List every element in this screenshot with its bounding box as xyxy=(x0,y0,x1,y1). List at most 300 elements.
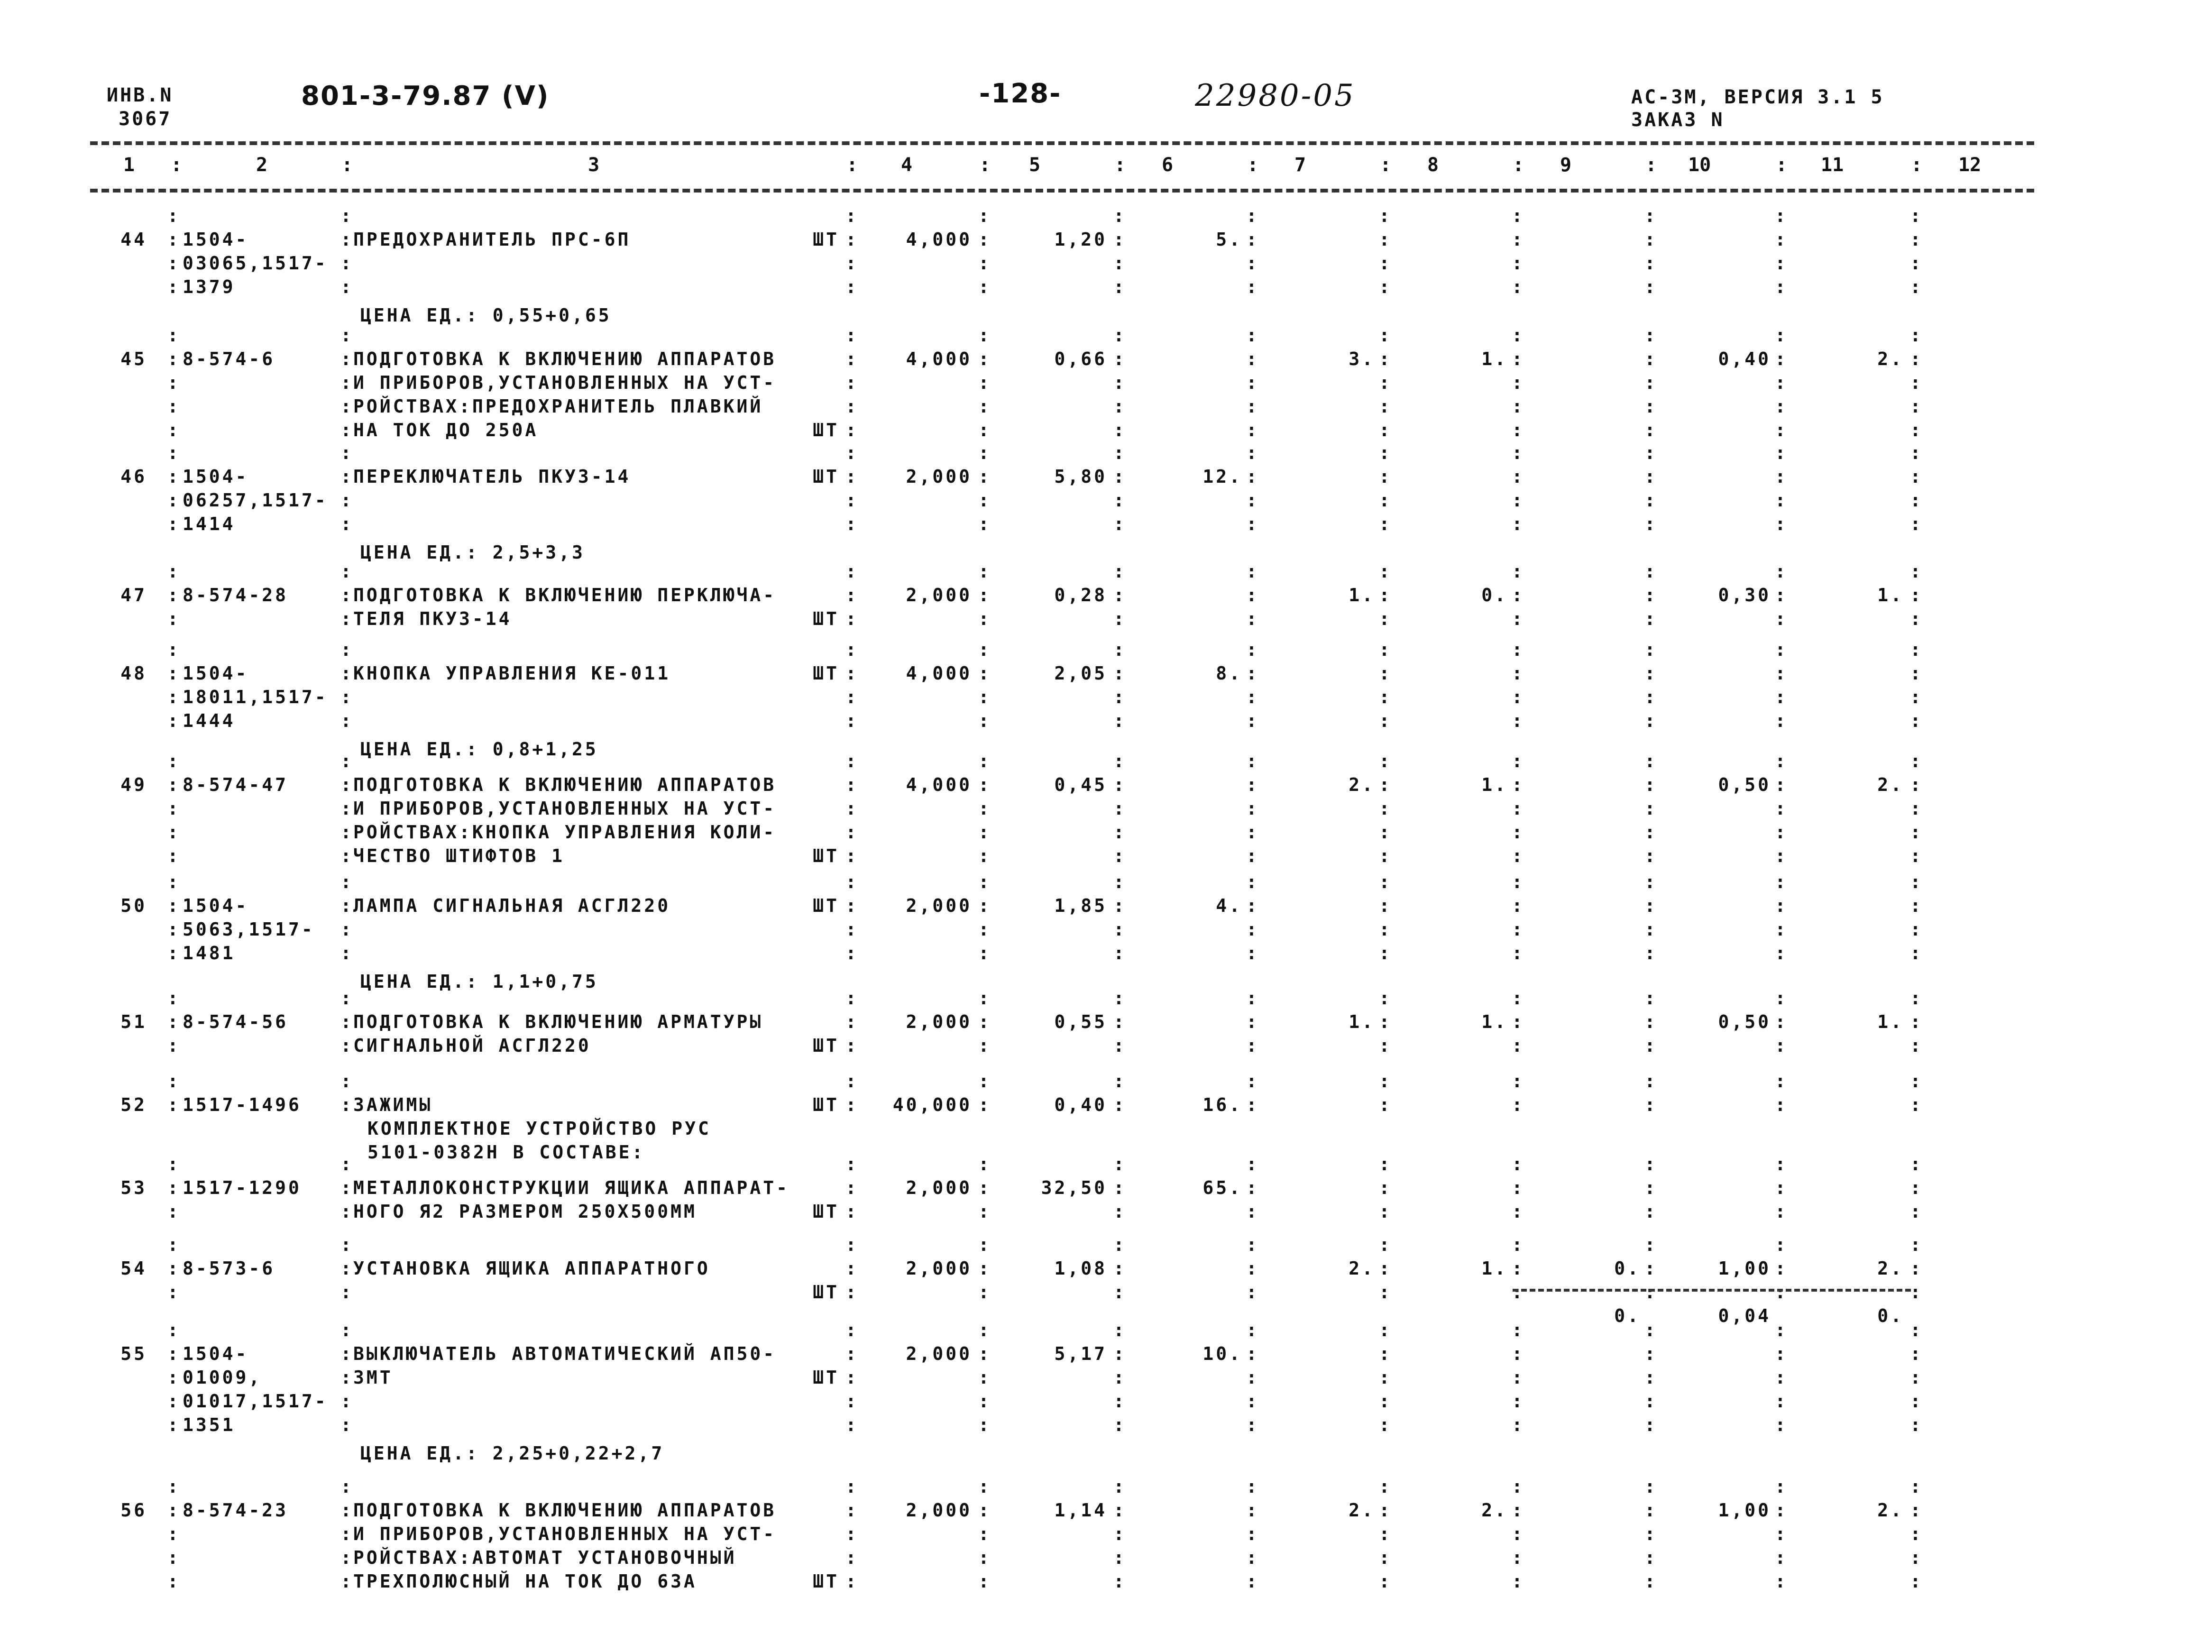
column-separator-mark: : xyxy=(978,1524,991,1544)
column-separator-mark: : xyxy=(1644,663,1658,684)
column-separator-mark: : xyxy=(1246,1367,1259,1388)
column-separator-mark: : xyxy=(1379,895,1392,916)
col11-cell: 1. xyxy=(1877,585,1904,606)
column-separator-mark: : xyxy=(1512,1547,1525,1568)
column-separator-mark: : xyxy=(1644,988,1658,1009)
column-number-label: 8 xyxy=(1427,154,1439,176)
column-separator-mark: : xyxy=(978,1154,991,1175)
column-separator-mark: : xyxy=(979,154,991,176)
column-separator-mark: : xyxy=(1775,442,1788,463)
column-separator-mark: : xyxy=(1644,1071,1658,1092)
column-separator-mark: : xyxy=(167,325,181,346)
column-separator-mark: : xyxy=(1113,349,1127,369)
column-separator-mark: : xyxy=(167,372,181,393)
column-separator-mark: : xyxy=(1246,1476,1259,1497)
col7-cell: 1. xyxy=(1349,1011,1375,1032)
column-separator-mark: : xyxy=(845,1476,859,1497)
column-separator-mark: : xyxy=(1910,1367,1923,1388)
description-line: ПОДГОТОВКА К ВКЛЮЧЕНИЮ АППАРАТОВ xyxy=(353,774,777,795)
unit-label: ШТ xyxy=(813,1282,839,1303)
column-separator-mark: : xyxy=(978,639,991,660)
header-rule-top xyxy=(90,141,2034,145)
column-separator-mark: : xyxy=(978,895,991,916)
column-separator-mark: : xyxy=(340,872,354,892)
column-separator-mark: : xyxy=(1379,943,1392,964)
column-separator-mark: : xyxy=(1910,325,1923,346)
column-separator-mark: : xyxy=(1775,276,1788,297)
column-separator-mark: : xyxy=(1379,663,1392,684)
column-separator-mark: : xyxy=(978,349,991,369)
column-number-label: 9 xyxy=(1560,154,1572,176)
column-separator-mark: : xyxy=(340,895,354,916)
column-separator-mark: : xyxy=(1246,1500,1259,1521)
column-separator-mark: : xyxy=(1644,276,1658,297)
column-number-label: 4 xyxy=(901,154,913,176)
column-separator-mark: : xyxy=(1246,229,1259,250)
column-separator-mark: : xyxy=(167,420,181,441)
column-separator-mark: : xyxy=(340,1414,354,1435)
column-separator-mark: : xyxy=(1910,943,1923,964)
column-separator-mark: : xyxy=(167,988,181,1009)
column-separator-mark: : xyxy=(845,663,859,684)
column-separator-mark: : xyxy=(978,1258,991,1279)
column-separator-mark: : xyxy=(978,751,991,771)
description-line: ЛАМПА СИГНАЛЬНАЯ АСГЛ220 xyxy=(353,895,671,916)
column-separator-mark: : xyxy=(340,1571,354,1592)
column-separator-mark: : xyxy=(845,1071,859,1092)
column-separator-mark: : xyxy=(1512,229,1525,250)
column-separator-mark: : xyxy=(340,663,354,684)
column-separator-mark: : xyxy=(340,372,354,393)
order-label: ЗАКАЗ N xyxy=(1631,109,1725,131)
column-separator-mark: : xyxy=(1113,845,1127,866)
column-separator-mark: : xyxy=(978,1094,991,1115)
description-line: И ПРИБОРОВ,УСТАНОВЛЕННЫХ НА УСТ- xyxy=(353,372,777,393)
column-separator-mark: : xyxy=(1910,1177,1923,1198)
column-separator-mark: : xyxy=(978,1500,991,1521)
column-separator-mark: : xyxy=(1644,1234,1658,1255)
column-separator-mark: : xyxy=(1775,1011,1788,1032)
col10-cell: 1,00 xyxy=(1718,1258,1771,1279)
column-separator-mark: : xyxy=(340,514,354,534)
column-separator-mark: : xyxy=(340,710,354,731)
column-separator-mark: : xyxy=(1379,639,1392,660)
header-rule-bottom xyxy=(90,189,2034,193)
column-separator-mark: : xyxy=(1246,561,1259,582)
column-separator-mark: : xyxy=(340,229,354,250)
column-separator-mark: : xyxy=(845,1035,859,1056)
column-separator-mark: : xyxy=(1644,1414,1658,1435)
column-number-label: 6 xyxy=(1162,154,1174,176)
column-separator-mark: : xyxy=(1379,687,1392,707)
column-separator-mark: : xyxy=(845,1011,859,1032)
column-separator-mark: : xyxy=(1910,710,1923,731)
description-line: ЗАЖИМЫ xyxy=(353,1094,433,1115)
column-separator-mark: : xyxy=(1246,1258,1259,1279)
column-separator-mark: : xyxy=(167,822,181,843)
column-separator-mark: : xyxy=(978,420,991,441)
column-separator-mark: : xyxy=(1644,229,1658,250)
description-line: РОЙСТВАХ:АВТОМАТ УСТАНОВОЧНЫЙ xyxy=(353,1547,737,1568)
code-line: 01009, xyxy=(183,1367,262,1388)
column-separator-mark: : xyxy=(1644,1476,1658,1497)
column-separator-mark: : xyxy=(167,490,181,511)
column-separator-mark: : xyxy=(1113,1201,1127,1222)
column-separator-mark: : xyxy=(1644,639,1658,660)
col6-cell: 16. xyxy=(1202,1094,1242,1115)
column-separator-mark: : xyxy=(978,1011,991,1032)
column-separator-mark: : xyxy=(1379,1282,1392,1303)
column-separator-mark: : xyxy=(1775,988,1788,1009)
column-separator-mark: : xyxy=(978,514,991,534)
column-separator-mark: : xyxy=(1379,1571,1392,1592)
column-separator-mark: : xyxy=(1246,1177,1259,1198)
unit-price-note: ЦЕНА ЕД.: 1,1+0,75 xyxy=(360,971,598,992)
unit-price-note: ЦЕНА ЕД.: 2,25+0,22+2,7 xyxy=(360,1443,665,1464)
column-separator-mark: : xyxy=(1246,687,1259,707)
col5-cell: 5,80 xyxy=(1054,466,1107,487)
column-separator-mark: : xyxy=(1113,1547,1127,1568)
column-separator-mark: : xyxy=(167,561,181,582)
unit-label: ШТ xyxy=(813,420,839,441)
unit-label: ШТ xyxy=(813,229,839,250)
code-line: 1517-1496 xyxy=(183,1094,302,1115)
column-separator-mark: : xyxy=(845,1414,859,1435)
column-separator-mark: : xyxy=(340,845,354,866)
column-separator-mark: : xyxy=(978,943,991,964)
column-separator-mark: : xyxy=(1910,442,1923,463)
column-separator-mark: : xyxy=(340,639,354,660)
column-number-label: 3 xyxy=(588,154,600,176)
code-line: 1504- xyxy=(183,663,249,684)
column-separator-mark: : xyxy=(340,253,354,274)
column-separator-mark: : xyxy=(1775,585,1788,606)
column-separator-mark: : xyxy=(1910,276,1923,297)
row-number: 52 xyxy=(120,1094,147,1115)
quantity-cell: 2,000 xyxy=(906,1011,972,1032)
column-separator-mark: : xyxy=(167,205,181,226)
col5-cell: 1,14 xyxy=(1054,1500,1107,1521)
col5-cell: 0,55 xyxy=(1054,1011,1107,1032)
description-line: ПЕРЕКЛЮЧАТЕЛЬ ПКУ3-14 xyxy=(353,466,631,487)
quantity-cell: 40,000 xyxy=(892,1094,972,1115)
column-separator-mark: : xyxy=(978,710,991,731)
column-separator-mark: : xyxy=(1512,1391,1525,1412)
column-separator-mark: : xyxy=(1113,1343,1127,1364)
column-separator-mark: : xyxy=(1512,895,1525,916)
column-separator-mark: : xyxy=(846,154,858,176)
column-separator-mark: : xyxy=(1379,1547,1392,1568)
col6-cell: 4. xyxy=(1216,895,1242,916)
column-separator-mark: : xyxy=(1246,1524,1259,1544)
column-separator-mark: : xyxy=(1644,1343,1658,1364)
column-separator-mark: : xyxy=(1512,1234,1525,1255)
column-separator-mark: : xyxy=(1910,988,1923,1009)
column-number-label: 10 xyxy=(1688,154,1711,176)
column-separator-mark: : xyxy=(167,1011,181,1032)
column-separator-mark: : xyxy=(1246,1343,1259,1364)
column-separator-mark: : xyxy=(1246,396,1259,417)
code-line: 1504- xyxy=(183,895,249,916)
column-separator-mark: : xyxy=(978,1035,991,1056)
column-separator-mark: : xyxy=(1644,943,1658,964)
column-separator-mark: : xyxy=(1113,872,1127,892)
column-separator-mark: : xyxy=(167,466,181,487)
col6-cell: 12. xyxy=(1202,466,1242,487)
code-line: 8-574-6 xyxy=(183,349,275,369)
column-separator-mark: : xyxy=(1910,1343,1923,1364)
column-separator-mark: : xyxy=(1775,490,1788,511)
column-separator-mark: : xyxy=(167,1343,181,1364)
column-separator-mark: : xyxy=(1775,325,1788,346)
column-separator-mark: : xyxy=(978,253,991,274)
column-separator-mark: : xyxy=(1113,466,1127,487)
column-separator-mark: : xyxy=(978,1571,991,1592)
column-separator-mark: : xyxy=(1246,1071,1259,1092)
row-number: 51 xyxy=(120,1011,147,1032)
col11-cell: 2. xyxy=(1877,1258,1904,1279)
column-separator-mark: : xyxy=(340,1367,354,1388)
column-separator-mark: : xyxy=(1775,687,1788,707)
col7-cell: 2. xyxy=(1349,1500,1375,1521)
column-separator-mark: : xyxy=(1910,466,1923,487)
col5-cell: 1,08 xyxy=(1054,1258,1107,1279)
column-separator-mark: : xyxy=(1246,943,1259,964)
description-line: НОГО Я2 РАЗМЕРОМ 250Х500ММ xyxy=(353,1201,697,1222)
column-separator-mark: : xyxy=(978,561,991,582)
column-separator-mark: : xyxy=(1113,490,1127,511)
column-separator-mark: : xyxy=(845,798,859,819)
column-separator-mark: : xyxy=(1644,253,1658,274)
column-separator-mark: : xyxy=(845,585,859,606)
column-number-label: 2 xyxy=(256,154,268,176)
row-number: 47 xyxy=(120,585,147,606)
code-line: 1504- xyxy=(183,466,249,487)
handwritten-number: 22980-05 xyxy=(1195,78,1356,113)
column-separator-mark: : xyxy=(978,1476,991,1497)
col10-cell: 0,30 xyxy=(1718,585,1771,606)
column-separator-mark: : xyxy=(845,895,859,916)
column-separator-mark: : xyxy=(978,608,991,629)
column-separator-mark: : xyxy=(1644,372,1658,393)
row-number: 44 xyxy=(120,229,147,250)
column-separator-mark: : xyxy=(1113,1571,1127,1592)
column-separator-mark: : xyxy=(1775,1367,1788,1388)
column-separator-mark: : xyxy=(1775,845,1788,866)
unit-label: ШТ xyxy=(813,895,839,916)
column-separator-mark: : xyxy=(1910,1094,1923,1115)
column-separator-mark: : xyxy=(1644,608,1658,629)
column-separator-mark: : xyxy=(1246,1154,1259,1175)
column-separator-mark: : xyxy=(1246,639,1259,660)
column-separator-mark: : xyxy=(1246,710,1259,731)
column-separator-mark: : xyxy=(340,325,354,346)
column-separator-mark: : xyxy=(845,466,859,487)
code-line: 5063,1517- xyxy=(183,919,315,940)
column-separator-mark: : xyxy=(167,872,181,892)
column-separator-mark: : xyxy=(1379,1524,1392,1544)
column-separator-mark: : xyxy=(1644,1154,1658,1175)
column-separator-mark: : xyxy=(171,154,183,176)
col11-cell: 1. xyxy=(1877,1011,1904,1032)
column-separator-mark: : xyxy=(1379,396,1392,417)
row-number: 46 xyxy=(120,466,147,487)
column-separator-mark: : xyxy=(1910,1035,1923,1056)
description-line: ПОДГОТОВКА К ВКЛЮЧЕНИЮ ПЕРКЛЮЧА- xyxy=(353,585,777,606)
col7-cell: 2. xyxy=(1349,1258,1375,1279)
col5-cell: 5,17 xyxy=(1054,1343,1107,1364)
column-separator-mark: : xyxy=(1644,1571,1658,1592)
column-separator-mark: : xyxy=(1776,154,1788,176)
column-separator-mark: : xyxy=(340,1011,354,1032)
col8-cell: 1. xyxy=(1481,774,1508,795)
column-separator-mark: : xyxy=(1775,1571,1788,1592)
unit-label: ШТ xyxy=(813,663,839,684)
column-separator-mark: : xyxy=(340,1201,354,1222)
column-separator-mark: : xyxy=(1379,1234,1392,1255)
column-separator-mark: : xyxy=(167,1234,181,1255)
column-separator-mark: : xyxy=(340,751,354,771)
column-separator-mark: : xyxy=(1644,396,1658,417)
column-separator-mark: : xyxy=(978,845,991,866)
column-separator-mark: : xyxy=(978,372,991,393)
unit-price-note: ЦЕНА ЕД.: 2,5+3,3 xyxy=(360,542,585,563)
column-separator-mark: : xyxy=(1910,639,1923,660)
column-separator-mark: : xyxy=(1113,1414,1127,1435)
code-line: 8-574-56 xyxy=(183,1011,289,1032)
column-separator-mark: : xyxy=(1246,442,1259,463)
col11-sub-cell: 0. xyxy=(1877,1305,1904,1326)
quantity-cell: 2,000 xyxy=(906,1258,972,1279)
column-separator-mark: : xyxy=(1246,276,1259,297)
quantity-cell: 4,000 xyxy=(906,349,972,369)
quantity-cell: 4,000 xyxy=(906,774,972,795)
assembly-note-line: КОМПЛЕКТНОЕ УСТРОЙСТВО РУС xyxy=(367,1118,711,1139)
description-line: НА ТОК ДО 250А xyxy=(353,420,539,441)
col8-cell: 1. xyxy=(1481,349,1508,369)
column-separator-mark: : xyxy=(1910,1524,1923,1544)
column-separator-mark: : xyxy=(978,229,991,250)
column-separator-mark: : xyxy=(845,229,859,250)
column-separator-mark: : xyxy=(1775,396,1788,417)
column-separator-mark: : xyxy=(1775,1320,1788,1340)
column-separator-mark: : xyxy=(1775,561,1788,582)
col9-cell: 0. xyxy=(1614,1258,1641,1279)
column-separator-mark: : xyxy=(978,1320,991,1340)
column-separator-mark: : xyxy=(1247,154,1259,176)
column-separator-mark: : xyxy=(1246,1282,1259,1303)
column-separator-mark: : xyxy=(1910,751,1923,771)
column-separator-mark: : xyxy=(1910,1320,1923,1340)
column-separator-mark: : xyxy=(978,1201,991,1222)
column-separator-mark: : xyxy=(167,608,181,629)
column-separator-mark: : xyxy=(1246,420,1259,441)
row-number: 55 xyxy=(120,1343,147,1364)
column-separator-mark: : xyxy=(1113,1177,1127,1198)
column-separator-mark: : xyxy=(1910,919,1923,940)
column-separator-mark: : xyxy=(1644,561,1658,582)
code-line: 1504- xyxy=(183,229,249,250)
column-separator-mark: : xyxy=(340,919,354,940)
column-separator-mark: : xyxy=(167,798,181,819)
column-separator-mark: : xyxy=(1775,1201,1788,1222)
column-separator-mark: : xyxy=(1910,396,1923,417)
column-separator-mark: : xyxy=(845,514,859,534)
column-separator-mark: : xyxy=(978,442,991,463)
column-separator-mark: : xyxy=(1379,490,1392,511)
col11-cell: 2. xyxy=(1877,349,1904,369)
column-separator-mark: : xyxy=(1512,585,1525,606)
row-number: 53 xyxy=(120,1177,147,1198)
column-separator-mark: : xyxy=(167,1367,181,1388)
column-separator-mark: : xyxy=(1113,639,1127,660)
column-separator-mark: : xyxy=(340,1177,354,1198)
column-separator-mark: : xyxy=(1775,253,1788,274)
column-separator-mark: : xyxy=(167,349,181,369)
column-separator-mark: : xyxy=(1512,919,1525,940)
column-separator-mark: : xyxy=(1379,1071,1392,1092)
column-separator-mark: : xyxy=(1512,845,1525,866)
column-separator-mark: : xyxy=(1512,1011,1525,1032)
column-separator-mark: : xyxy=(1246,872,1259,892)
column-separator-mark: : xyxy=(1379,1177,1392,1198)
column-separator-mark: : xyxy=(340,349,354,369)
column-separator-mark: : xyxy=(1379,585,1392,606)
column-separator-mark: : xyxy=(845,872,859,892)
column-separator-mark: : xyxy=(1775,1094,1788,1115)
column-separator-mark: : xyxy=(978,585,991,606)
column-separator-mark: : xyxy=(1113,229,1127,250)
column-separator-mark: : xyxy=(1512,372,1525,393)
column-separator-mark: : xyxy=(167,514,181,534)
column-separator-mark: : xyxy=(1246,490,1259,511)
column-separator-mark: : xyxy=(978,919,991,940)
column-separator-mark: : xyxy=(167,1391,181,1412)
column-separator-mark: : xyxy=(1113,1094,1127,1115)
column-separator-mark: : xyxy=(1512,639,1525,660)
quantity-cell: 2,000 xyxy=(906,466,972,487)
quantity-cell: 2,000 xyxy=(906,585,972,606)
column-separator-mark: : xyxy=(340,585,354,606)
column-separator-mark: : xyxy=(1910,420,1923,441)
column-separator-mark: : xyxy=(978,687,991,707)
column-separator-mark: : xyxy=(1775,663,1788,684)
description-line: ПОДГОТОВКА К ВКЛЮЧЕНИЮ АРМАТУРЫ xyxy=(353,1011,763,1032)
column-separator-mark: : xyxy=(845,1201,859,1222)
column-separator-mark: : xyxy=(1775,872,1788,892)
column-separator-mark: : xyxy=(1644,514,1658,534)
assembly-note-line: 5101-0382Н В СОСТАВЕ: xyxy=(367,1142,645,1163)
description-line: ПРЕДОХРАНИТЕЛЬ ПРС-6П xyxy=(353,229,631,250)
column-separator-mark: : xyxy=(1775,1234,1788,1255)
col6-cell: 5. xyxy=(1216,229,1242,250)
column-separator-mark: : xyxy=(1775,1154,1788,1175)
column-separator-mark: : xyxy=(167,943,181,964)
column-separator-mark: : xyxy=(845,919,859,940)
column-separator-mark: : xyxy=(1113,919,1127,940)
column-separator-mark: : xyxy=(167,687,181,707)
column-separator-mark: : xyxy=(340,396,354,417)
column-separator-mark: : xyxy=(1246,325,1259,346)
column-separator-mark: : xyxy=(1246,798,1259,819)
description-line: ПОДГОТОВКА К ВКЛЮЧЕНИЮ АППАРАТОВ xyxy=(353,1500,777,1521)
column-separator-mark: : xyxy=(167,845,181,866)
column-separator-mark: : xyxy=(1512,1414,1525,1435)
column-separator-mark: : xyxy=(845,1524,859,1544)
column-separator-mark: : xyxy=(1644,442,1658,463)
column-separator-mark: : xyxy=(1910,1500,1923,1521)
quantity-cell: 2,000 xyxy=(906,1500,972,1521)
